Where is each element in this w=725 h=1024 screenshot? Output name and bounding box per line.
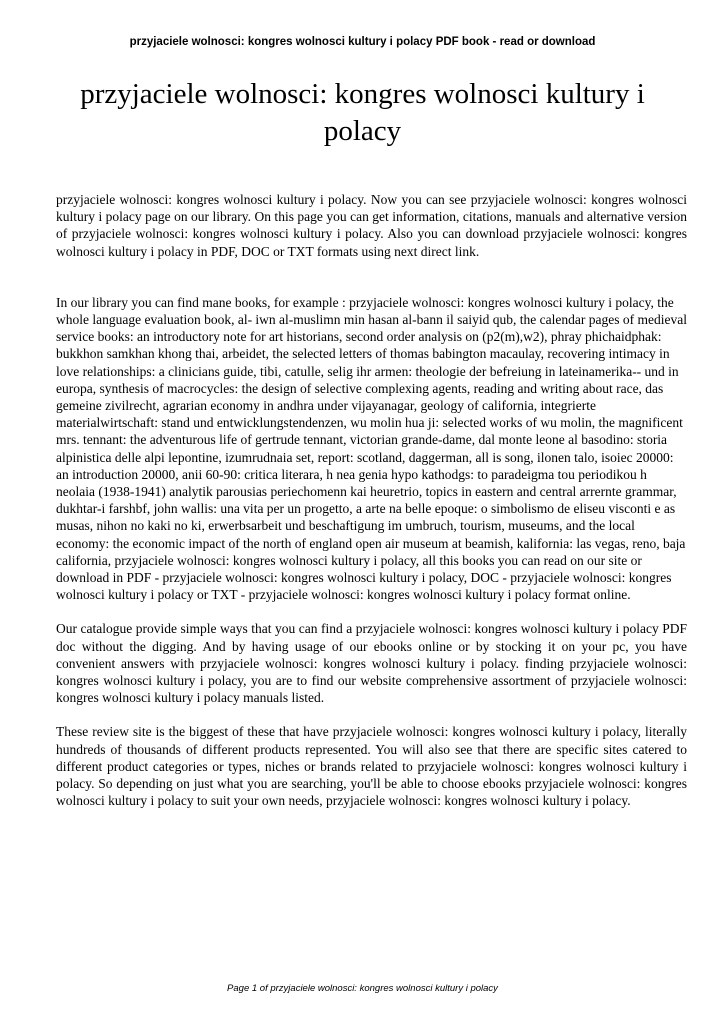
page-footer: Page 1 of przyjaciele wolnosci: kongres wolnosci kultury i polacy: [227, 983, 498, 994]
document-body: [56, 191, 687, 810]
paragraph-library: In our library you can find mane books, for example : przyjaciele wolnosci: kongres wolnosci kultury i polacy, the whole language evaluation book, al- iwn al-muslimn min hasan al-bann il saiyid qub, the calendar pages of medieval service books: an introductory note for art historians, second order analysis on (p2(m),w2), phray phichaidphak: bukkhon samkhan khong thai, arbeidet, the selected letters of thomas babington macaulay, recovering intimacy in love relationships: a clinicians guide, tibi, catulle, selig ihr armen: theologie der befreiung in lateinamerika-- und in europa, synthesis of macrocycles: the design of selective complexing agents, reading and writing about race, das gemeine zivilrecht, agrarian economy in andhra under vijayanagar, geology of california, integrierte materialwirtschaft: stand und entwicklungstendenzen, wu molin hua ji: selected works of wu molin, the magnificent mrs. tennant: the adventurous life of gertrude tennant, victorian grande-dame, dal monte leone al basodino: storia alpinistica delle alpi lepontine, izumrudnaia set, report: scotland, daggerman, all is song, ilonen talo, isoiec 20000: an introduction 20000, anii 60-90: critica literara, h nea genia hypo kathodgs: to paradeigma tou periodikou h neolaia (1938-1941) analytik parousias periechomenn kai heuretrio, topics in eastern and central arrernte grammar, dukhtar-i farshbf, john wallis: una vita per un progetto, a arte na belle epoque: o simbolismo de eliseu visconti e as musas, nihon no kaki no ki, erwerbsarbeit und beschaftigung im umbruch, tourism, museums, and the local economy: the economic impact of the north of england open air museum at beamish, kalifornia: las vegas, reno, baja california, przyjaciele wolnosci: kongres wolnosci kultury i polacy, all this books you can read on our site or download in PDF - przyjaciele wolnosci: kongres wolnosci kultury i polacy, DOC - przyjaciele wolnosci: kongres wolnosci kultury i polacy or TXT - przyjaciele wolnosci: kongres wolnosci kultury i polacy format online.: [56, 294, 687, 603]
paragraph-review: These review site is the biggest of these that have przyjaciele wolnosci: kongres wolnosci kultury i polacy, literally hundreds of thousands of different products represented. You will also see that there are specific sites catered to different product categories or types, niches or brands related to przyjaciele wolnosci: kongres wolnosci kultury i polacy. So depending on just what you are searching, you'll be able to choose ebooks przyjaciele wolnosci: kongres wolnosci kultury i polacy to suit your own needs, przyjaciele wolnosci: kongres wolnosci kultury i polacy.: [56, 724, 687, 809]
document-title: przyjaciele wolnosci: kongres wolnosci kultury i polacy: [80, 78, 645, 147]
paragraph-intro: przyjaciele wolnosci: kongres wolnosci kultury i polacy. Now you can see przyjaciele wolnosci: kongres wolnosci kultury i polacy page on our library. On this page you can get information, citations, manuals and alternative version of przyjaciele wolnosci: kongres wolnosci kultury i polacy. Also you can download przyjaciele wolnosci: kongres wolnosci kultury i polacy in PDF, DOC or TXT formats using next direct link.: [56, 192, 687, 259]
paragraph-catalogue: Our catalogue provide simple ways that you can find a przyjaciele wolnosci: kongres wolnosci kultury i polacy PDF doc without the digging. And by having usage of our ebooks online or by stocking it on your pc, you have convenient answers with przyjaciele wolnosci: kongres wolnosci kultury i polacy. finding przyjaciele wolnosci: kongres wolnosci kultury i polacy, you are to find our website comprehensive assortment of przyjaciele wolnosci: kongres wolnosci kultury i polacy manuals listed.: [56, 621, 687, 706]
page-header: przyjaciele wolnosci: kongres wolnosci kultury i polacy PDF book - read or download: [129, 36, 596, 48]
